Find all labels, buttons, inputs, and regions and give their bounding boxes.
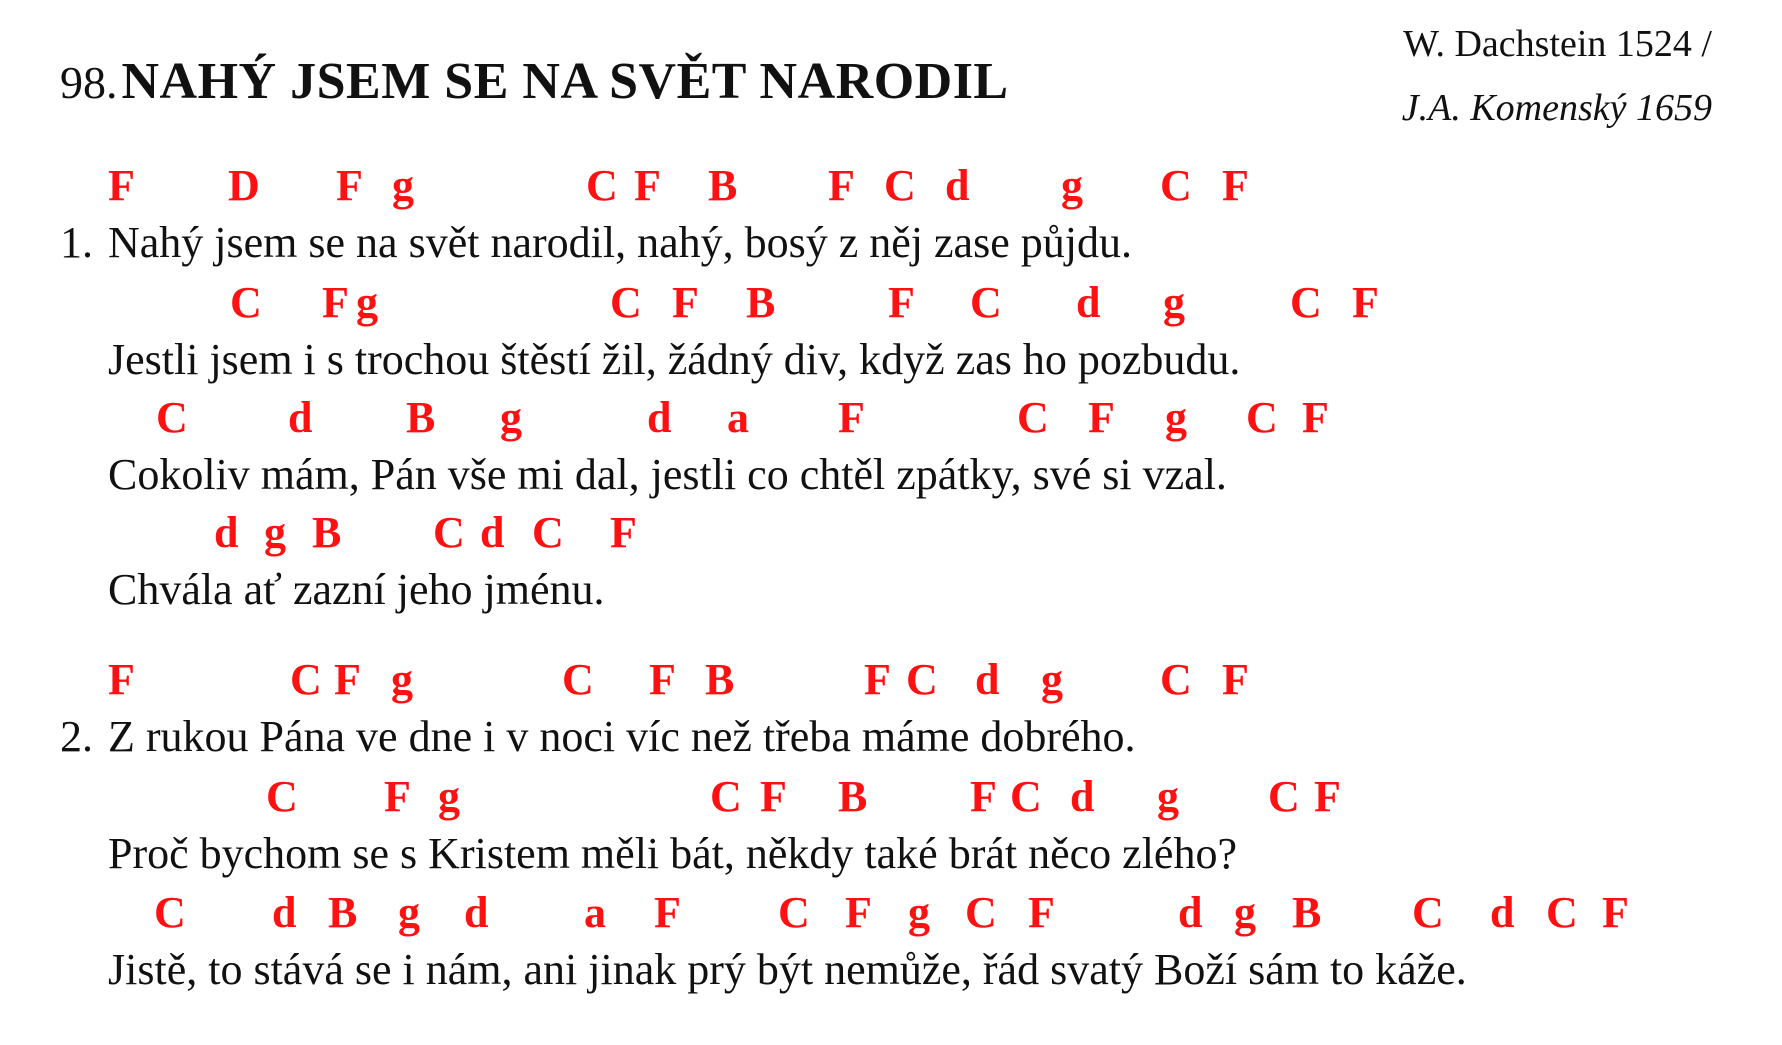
chord-symbol: F (322, 278, 349, 327)
chord-symbol: a (584, 888, 606, 937)
chord-symbol: C (778, 888, 810, 937)
chord-symbol: F (654, 888, 681, 937)
chord-symbol: g (391, 655, 413, 704)
chord-symbol: C (1246, 393, 1278, 442)
chord-symbol: F (1222, 655, 1249, 704)
chord-symbol: C (266, 772, 298, 821)
chord-symbol: B (746, 278, 776, 327)
chord-symbol: F (610, 508, 637, 557)
chord-symbol: C (1010, 772, 1042, 821)
chord-symbol: C (433, 508, 465, 557)
chord-symbol: F (1602, 888, 1629, 937)
chord-symbol: C (156, 393, 188, 442)
chord-row (0, 769, 1782, 825)
chord-symbol: g (1061, 161, 1083, 210)
chord-symbol: F (672, 278, 699, 327)
chord-symbol: d (945, 161, 970, 210)
chord-symbol: d (647, 393, 672, 442)
chord-row (0, 885, 1782, 941)
chord-symbol: C (1160, 655, 1192, 704)
chord-symbol: d (1490, 888, 1515, 937)
chord-symbol: F (864, 655, 891, 704)
verse-number: 1. (60, 218, 93, 267)
chord-symbol: g (1163, 278, 1185, 327)
chord-symbol: F (1028, 888, 1055, 937)
chord-symbol: B (708, 161, 738, 210)
chord-symbol: C (586, 161, 618, 210)
composer-credit: W. Dachstein 1524 / (1403, 23, 1712, 65)
chord-symbol: C (906, 655, 938, 704)
chord-symbol: F (760, 772, 787, 821)
chord-symbol: C (1546, 888, 1578, 937)
chord-symbol: B (312, 508, 342, 557)
chord-row (0, 275, 1782, 331)
chord-symbol: C (884, 161, 916, 210)
chord-symbol: F (334, 655, 361, 704)
chord-symbol: d (975, 655, 1000, 704)
chord-symbol: g (908, 888, 930, 937)
chord-symbol: F (970, 772, 997, 821)
lyric-line: Proč bychom se s Kristem měli bát, někdy také brát něco zlého? (108, 829, 1237, 878)
chord-symbol: F (1222, 161, 1249, 210)
chord-symbol: F (838, 393, 865, 442)
chord-symbol: C (610, 278, 642, 327)
chord-symbol: d (288, 393, 313, 442)
chord-symbol: g (1157, 772, 1179, 821)
lyric-line: Z rukou Pána ve dne i v noci víc než třeba máme dobrého. (108, 712, 1136, 761)
chord-symbol: g (438, 772, 460, 821)
chord-row (0, 505, 1782, 561)
chord-symbol: g (392, 161, 414, 210)
chord-symbol: d (1070, 772, 1095, 821)
chord-symbol: C (230, 278, 262, 327)
chord-symbol: C (965, 888, 997, 937)
chord-symbol: d (464, 888, 489, 937)
chord-symbol: B (328, 888, 358, 937)
chord-symbol: g (356, 278, 378, 327)
chord-symbol: C (1160, 161, 1192, 210)
song-title: NAHÝ JSEM SE NA SVĚT NARODIL (121, 53, 1009, 110)
chord-symbol: d (480, 508, 505, 557)
chord-symbol: g (398, 888, 420, 937)
lyric-line: Jestli jsem i s trochou štěstí žil, žádný div, když zas ho pozbudu. (108, 335, 1241, 384)
lyric-line: Nahý jsem se na svět narodil, nahý, bosý z něj zase půjdu. (108, 218, 1132, 267)
chord-symbol: F (649, 655, 676, 704)
chord-symbol: C (710, 772, 742, 821)
chord-row (0, 652, 1782, 708)
chord-symbol: g (1234, 888, 1256, 937)
chord-symbol: F (384, 772, 411, 821)
chord-symbol: C (1017, 393, 1049, 442)
chord-symbol: g (1041, 655, 1063, 704)
chord-symbol: d (214, 508, 239, 557)
chord-symbol: B (705, 655, 735, 704)
chord-symbol: g (1165, 393, 1187, 442)
chord-symbol: F (336, 161, 363, 210)
lyric-line: Jistě, to stává se i nám, ani jinak prý být nemůže, řád svatý Boží sám to káže. (108, 945, 1467, 994)
chord-row (0, 390, 1782, 446)
translator-credit: J.A. Komenský 1659 (1401, 87, 1712, 129)
chord-row (0, 158, 1782, 214)
chord-symbol: B (838, 772, 868, 821)
lyric-line: Chvála ať zazní jeho jménu. (108, 565, 605, 614)
chord-symbol: d (1076, 278, 1101, 327)
chord-symbol: F (108, 161, 135, 210)
chord-symbol: F (845, 888, 872, 937)
chord-symbol: C (290, 655, 322, 704)
verse-number: 2. (60, 712, 93, 761)
chord-symbol: C (1290, 278, 1322, 327)
lyric-line: Cokoliv mám, Pán vše mi dal, jestli co chtěl zpátky, své si vzal. (108, 450, 1227, 499)
chord-symbol: C (970, 278, 1002, 327)
chord-symbol: C (1412, 888, 1444, 937)
chord-symbol: D (228, 161, 260, 210)
chord-symbol: C (154, 888, 186, 937)
chord-symbol: g (500, 393, 522, 442)
chord-symbol: F (1302, 393, 1329, 442)
chord-symbol: F (828, 161, 855, 210)
chord-symbol: F (108, 655, 135, 704)
song-number: 98. (60, 57, 118, 108)
chord-symbol: C (532, 508, 564, 557)
chord-symbol: g (264, 508, 286, 557)
chord-symbol: F (1088, 393, 1115, 442)
chord-symbol: B (1292, 888, 1322, 937)
chord-symbol: F (1314, 772, 1341, 821)
chord-symbol: a (727, 393, 749, 442)
chord-symbol: F (888, 278, 915, 327)
chord-symbol: C (1268, 772, 1300, 821)
chord-symbol: d (272, 888, 297, 937)
chord-symbol: F (1352, 278, 1379, 327)
chord-symbol: d (1178, 888, 1203, 937)
chord-symbol: F (634, 161, 661, 210)
chord-symbol: B (406, 393, 436, 442)
chord-symbol: C (562, 655, 594, 704)
